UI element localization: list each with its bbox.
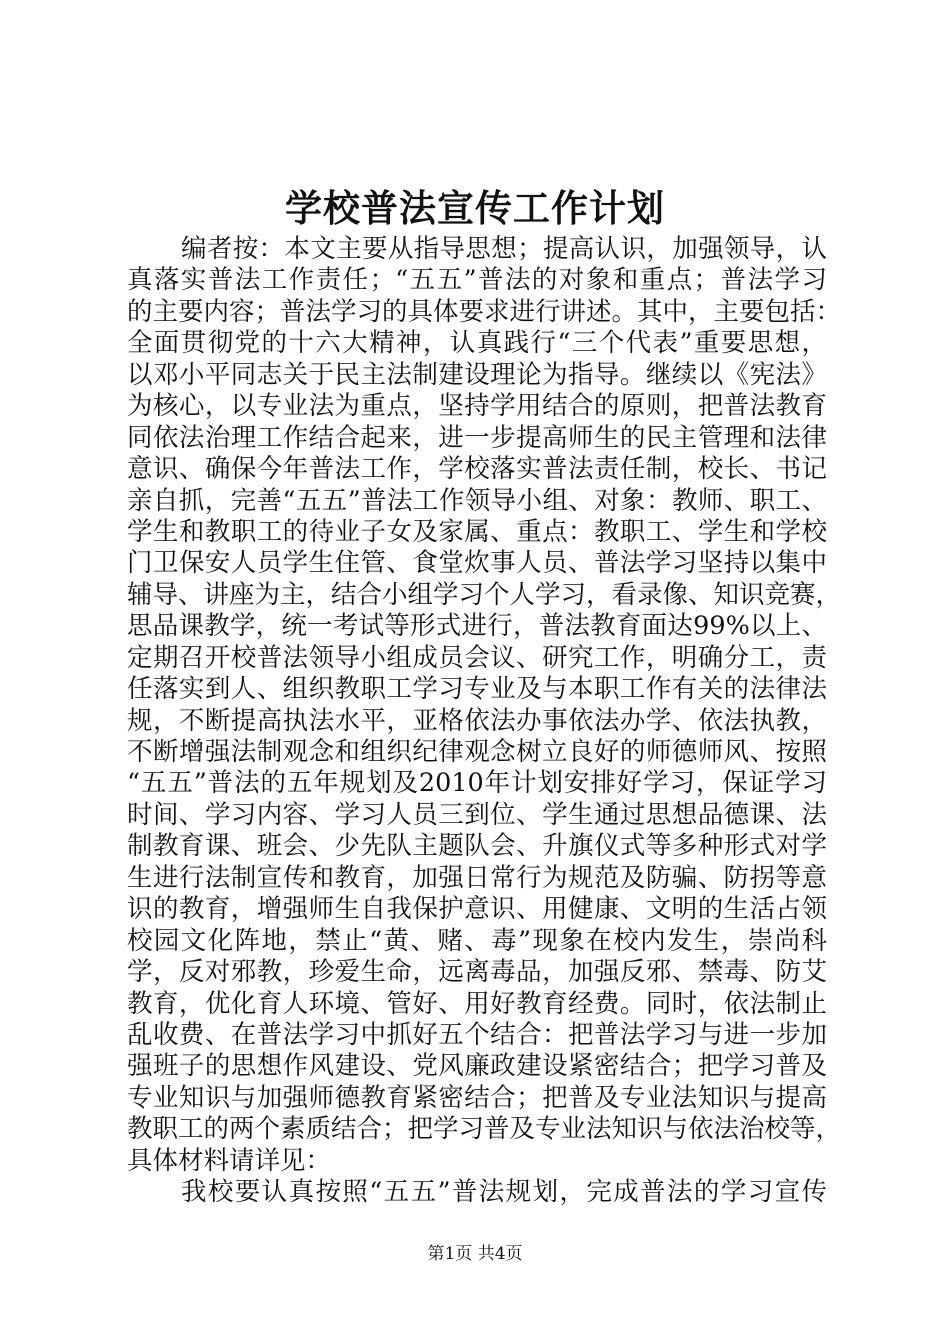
body-line: 以邓小平同志关于民主法制建设理论为指导。继续以《宪法》 [127,359,827,390]
body-line: 专业知识与加强师德教育紧密结合；把普及专业法知识与提高 [127,1082,827,1113]
body-line: 乱收费、在普法学习中抓好五个结合：把普法学习与进一步加 [127,1019,827,1050]
body-line: 的主要内容；普法学习的具体要求进行讲述。其中，主要包括： [127,296,842,327]
document-body [127,234,842,1209]
body-line: 识的教育，增强师生自我保护意识、用健康、文明的生活占领 [127,894,827,925]
body-line: 强班子的思想作风建设、党风廉政建设紧密结合；把学习普及 [127,1051,827,1082]
body-line: 意识、确保今年普法工作，学校落实普法责任制，校长、书记 [127,454,827,485]
body-line: 门卫保安人员学生住管、食堂炊事人员、普法学习坚持以集中 [127,548,827,579]
document-title: 学校普法宣传工作计划 [285,186,665,230]
body-line: 学生和教职工的待业子女及家属、重点：教职工、学生和学校 [127,516,827,547]
body-line: 亲自抓，完善“五五”普法工作领导小组、对象：教师、职工、 [127,485,827,516]
body-line: 规，不断提高执法水平，亚格依法办事依法办学、依法执教， [127,705,827,736]
body-line: 时间、学习内容、学习人员三到位、学生通过思想品德课、法 [127,799,827,830]
body-line: 不断增强法制观念和组织纪律观念树立良好的师德师风、按照 [127,737,827,767]
body-line: 辅导、讲座为主，结合小组学习个人学习，看录像、知识竞赛， [127,579,842,610]
body-line: 思品课教学，统一考试等形式进行，普法教育面达99%以上、 [127,611,827,642]
body-line: 生进行法制宣传和教育，加强日常行为规范及防骗、防拐等意 [127,862,827,893]
body-line: 制教育课、班会、少先队主题队会、升旗仪式等多种形式对学 [127,831,827,862]
body-line: 教职工的两个素质结合；把学习普及专业法知识与依法治校等， [127,1114,842,1145]
body-line: 同依法治理工作结合起来，进一步提高师生的民主管理和法律 [127,422,827,453]
body-line: “五五”普法的五年规划及2010年计划安排好学习，保证学习 [127,768,827,799]
body-line: 任落实到人、组织教职工学习专业及与本职工作有关的法律法 [127,674,827,705]
body-line: 全面贯彻党的十六大精神，认真践行“三个代表”重要思想， [127,328,827,359]
body-line: 定期召开校普法领导小组成员会议、研究工作，明确分工，责 [127,642,827,673]
body-line: 我校要认真按照“五五”普法规划，完成普法的学习宣传 [181,1177,827,1208]
body-line: 校园文化阵地，禁止“黄、赌、毒”现象在校内发生，崇尚科 [127,925,827,956]
body-line: 编者按：本文主要从指导思想；提高认识，加强领导，认 [181,234,827,264]
body-line: 真落实普法工作责任；“五五”普法的对象和重点；普法学习 [127,265,827,296]
body-line: 具体材料请详见： [127,1145,332,1176]
page-number: 第1页 共4页 [427,1244,523,1264]
body-line: 教育，优化育人环境、管好、用好教育经费。同时，依法制止 [127,988,827,1019]
body-line: 为核心，以专业法为重点，坚持学用结合的原则，把普法教育 [127,391,827,422]
body-line: 学，反对邪教，珍爱生命，远离毒品，加强反邪、禁毒、防艾 [127,957,827,988]
